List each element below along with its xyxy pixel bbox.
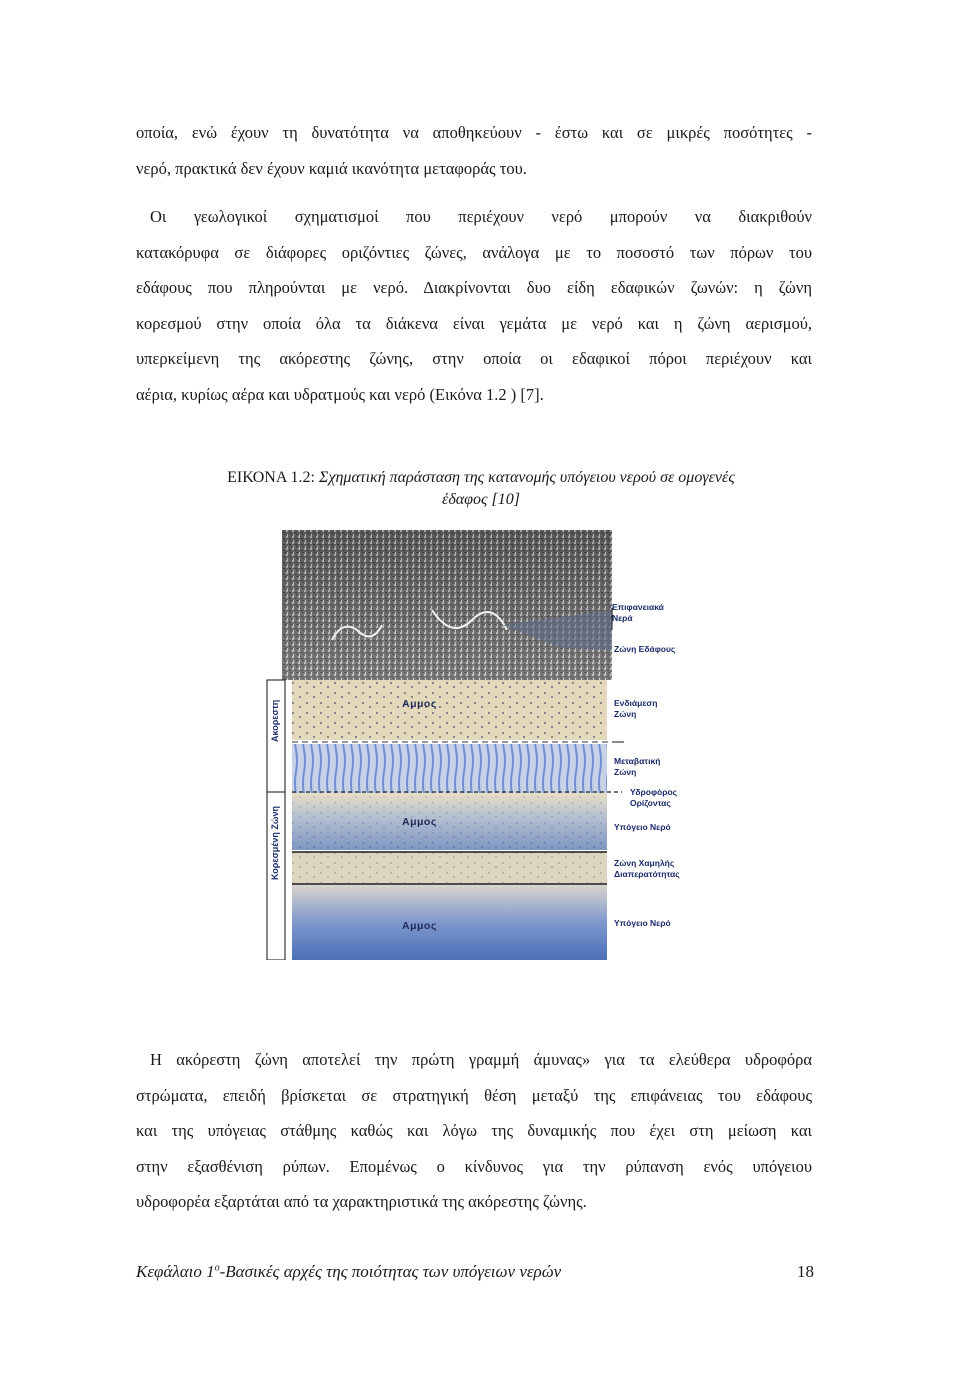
label-groundwater-lower: Υπόγειο Νερό <box>614 918 671 928</box>
text-line: Η ακόρεστη ζώνη αποτελεί την πρώτη γραμμή άμυνας» για τα ελεύθερα υδροφόρα <box>150 1050 812 1069</box>
text-line: Οι γεωλογικοί σχηματισμοί που περιέχουν νερό μπορούν να διακριθούν <box>150 207 812 226</box>
text-line: εδάφους που πληρούνται με νερό. Διακρίνονται δυο είδη εδαφικών ζωνών: η ζώνη <box>136 278 812 297</box>
label-surface-water: Επιφανειακά Νερά <box>612 602 664 623</box>
text-line: οποία, ενώ έχουν τη δυνατότητα να αποθηκεύουν - έστω και σε μικρές ποσότητες - <box>136 123 812 142</box>
text-line: υδροφορέα εξαρτάται από τα χαρακτηριστικά της ακόρεστης ζώνης. <box>136 1192 587 1211</box>
text-line: αέρια, κυρίως αέρα και υδρατμούς και νερό (Εικόνα 1.2 ) [7]. <box>136 384 544 404</box>
label-water-table: Υδροφόρος Ορίζοντας <box>630 787 678 808</box>
text-line: κορεσμού στην οποία όλα τα διάκενα είναι γεμάτα με νερό και η ζώνη αερισμού, <box>136 313 812 333</box>
page-footer <box>136 1262 814 1282</box>
text-line: υπερκείμενη της ακόρεστης ζώνης, στην οποία οι εδαφικοί πόροι περιέχουν και <box>136 349 812 368</box>
page-number: 18 <box>797 1262 814 1281</box>
paragraph-continuation <box>136 115 812 186</box>
figure-illustration <box>262 530 702 960</box>
figure-caption <box>136 467 826 511</box>
text-line: και της υπόγειας στάθμης καθώς και λόγω της δυναμικής που έχει στη μείωση και <box>136 1121 812 1140</box>
text-line: στρώματα, επειδή βρίσκεται σε στρατηγική θέση μεταξύ της επιφάνειας του εδάφους <box>136 1085 812 1105</box>
text-line: στην εξασθένιση ρύπων. Επομένως ο κίνδυνος για την ρύπανση ενός υπόγειου <box>136 1156 812 1176</box>
sand-label-middle: Αμμος <box>402 816 437 828</box>
sand-label-lower: Αμμος <box>402 920 437 932</box>
label-groundwater-upper: Υπόγειο Νερό <box>614 822 671 832</box>
paragraph-unsaturated-zone <box>136 1042 812 1220</box>
footer-chapter-title: Κεφάλαιο $1^o$-Βασικές αρχές της ποιότητας των υπόγειων νερών <box>136 1262 562 1281</box>
groundwater-zones-figure <box>262 530 702 960</box>
caption-label: ΕΙΚΟΝΑ 1.2: <box>227 469 315 486</box>
sand-label-upper: Αμμος <box>402 698 437 710</box>
caption-text: Σχηματική παράσταση της κατανομής υπόγειου νερού σε ομογενές <box>318 469 735 486</box>
label-low-permeability-zone: Ζώνη Χαμηλής Διαπερατότητας <box>614 858 680 879</box>
caption-text-line2: έδαφος [10] <box>442 491 520 508</box>
label-soil-zone: Ζώνη Εδάφους <box>614 644 676 654</box>
text-line: νερό, πρακτικά δεν έχουν καμιά ικανότητα μεταφοράς του. <box>136 158 527 178</box>
text-line: κατακόρυφα σε διάφορες οριζόντιες ζώνες, ανάλογα με το ποσοστό των πόρων του <box>136 242 812 262</box>
label-transition-zone: Μεταβατική Ζώνη <box>614 756 661 777</box>
paragraph-zones <box>136 199 812 412</box>
label-intermediate-zone: Ενδιάμεση Ζώνη <box>614 698 658 719</box>
label-saturated-zone: Κορεσμένη Ζώνη <box>270 806 280 880</box>
label-unsaturated-zone: Ακορεστη <box>270 699 280 742</box>
